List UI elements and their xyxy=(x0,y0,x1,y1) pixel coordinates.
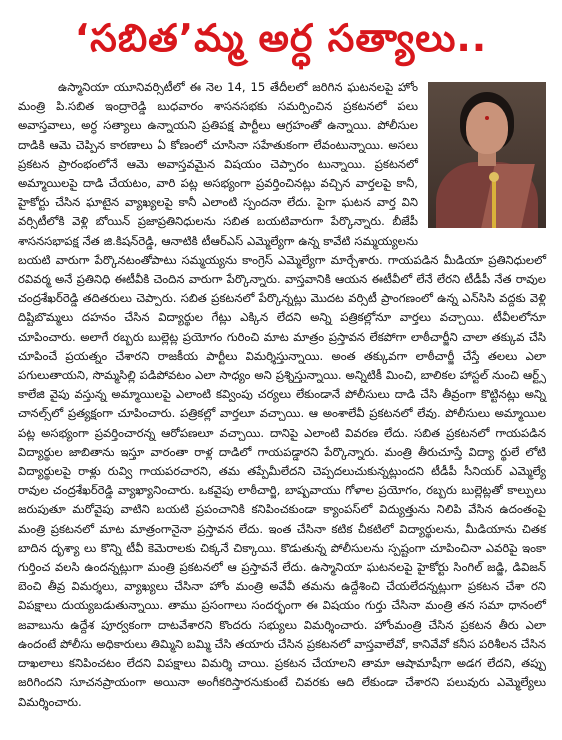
article-body xyxy=(18,78,546,712)
headline: ‘సబిత’మ్మ అర్ధ సత్యాలు.. xyxy=(74,16,488,60)
minister-photo xyxy=(428,82,546,228)
article-text: ఉస్మానియా యూనివర్సిటీలో ఈ నెల 14, 15 తేదీలలో జరిగిన ఘటనలపై హోం మంత్రి పి.సబిత ఇంద్రారెడ్డి బుధవారం శాసనసభకు సమర్పించిన ప్రకటనలో పలు అవాస్తవాలు, అర్ధ సత్యాలు ఉన్నాయని ప్రతిపక్ష పార్టీలు ఆగ్రహంతో ఉన్నాయి. పోలీసుల దాడికి ఆమె చెప్పిన కారణాలు ఏ కోణంలో చూసినా సహేతుకంగా లేవంటున్నాయి. అసలు ప్రకటన ప్రారంభంలోనే ఆమె అవాస్తవమైన విషయం చెప్పారం టున్నాయి. ప్రకటనలో అమ్మాయిలపై దాడి చేయటం, వారి పట్ల అసభ్యంగా ప్రవర్తించినట్లు వచ్చిన వార్తలపై కానీ, హైకోర్టు చేసిన ఘాటైన వ్యాఖ్యలపై కానీ ఎలాంటి స్పందనా లేదు. పైగా ఘటన వార్త విని వర్సిటీలోకి వెళ్లి బోయిన్ ప్రజాప్రతినిధులను సబిత బయటివారుగా పేర్కొన్నారు. బీజేపీ శాసనసభాపక్ష నేత జి.కిషన్‌రెడ్డి, ఆనాటికి టీఆర్ఎస్ ఎమ్మెల్యేగా ఉన్న కావేటి సమ్మయ్యలను బయటి వారుగా పేర్కొనటంతోపాటు సమ్మయ్యను కాంగ్రెస్ ఎమ్మెల్యేగా మార్చేశారు. గాయపడిన మీడియా ప్రతినిధులలో రవివర్మ అనే ప్రతినిధి ఈటీవీకి చెందిన వారుగా పేర్కొన్నారు. వాస్తవానికి ఆయన ఈటీవీలో లేనే లేరని టీడీపీ నేత రావుల చంద్రశేఖర్‌రెడ్డి తదితరులు చెప్పారు. సబిత ప్రకటనలో పేర్కొన్నట్లు మొదట వర్సిటీ ప్రాంగణంలో ఉన్న ఎన్‌సిసి వద్దకు వెళ్లి దిష్టిబొమ్మలు దహనం చేసిన విద్యార్థుల గేట్లు ఎక్కిన లేదని అన్ని పత్రికల్లోనూ వార్తలు వచ్చాయి. టీవీలలోనూ చూపించారు. అలాగే రబ్బరు బుల్లెట్ల ప్రయోగం గురించి మాట మాత్రం ప్రస్తావన లేకపోగా లాఠీచార్జీని చాలా తక్కువ చేసి చూపించే ప్రయత్నం చేశారని రాజకీయ పార్టీలు విమర్శిస్తున్నాయి. అంత తక్కువగా లాఠీచార్జీ చేస్తే తలలు ఎలా పగులుతాయని, సొమ్మసిల్లి పడిపోవటం ఎలా సాధ్యం అని ప్రశ్నిస్తున్నాయి. అన్నిటికీ మించి, బాలికల హాస్టల్ నుంచి ఆర్ట్స్ కాలేజి వైపు వస్తున్న అమ్మాయిలపై ఎలాంటి కవ్వింపు చర్యలు లేకుండానే పోలీసులు దాడి చేసి తీవ్రంగా కొట్టినట్లు అన్ని చానల్స్‌లో ప్రత్యక్షంగా చూపించారు. పత్రికల్లో వార్తలూ వచ్చాయి. ఆ అంశాలేవీ ప్రకటనలో లేవు. పోలీసులు అమ్మాయిల పట్ల అసభ్యంగా ప్రవర్తించారన్న ఆరోపణలూ వచ్చాయి. దానిపై ఎలాంటి వివరణ లేదు. సబిత ప్రకటనలో గాయపడిన విద్యార్థుల జాబితాను ఇస్తూ వారంతా రాళ్ల దాడిలో గాయపడ్డారని పేర్కొన్నారు. మంత్రి తీరుచూస్తే విద్యా ర్థులే లోటి విద్యార్థులపై రాళ్లు రువ్వి గాయపరచారని, తమ తప్పేమీలేదని చెప్పదలుచుకున్నట్లుందని టీడీపీ సీనియర్ ఎమ్మెల్యే రావుల చంద్రశేఖర్‌రెడ్డి వ్యాఖ్యానించారు. ఒకవైపు లాఠీచార్జి, బాష్పవాయు గోళాల ప్రయోగం, రబ్బరు బుల్లెట్లతో కాల్పులు జరుపుతూ మరోవైపు వాటిని బయటి ప్రపంచానికి కనిపించకుండా క్యాంపస్‌లో విద్యుత్తును నిలిపి వేసిన ఉదంతంపై మంత్రి ప్రకటనలో మాట మాత్రంగానైనా ప్రస్తావన లేదు. ఇంత చేసినా కటిక చీకటిలో విద్యార్థులను, మీడియాను చితక బాదిన దృశ్యా లు కొన్ని టీవీ కెమెరాలకు చిక్కనే చిక్కాయి. కొడుతున్న పోలీసులను స్పష్టంగా చూపించినా ఎవరిపై ఇంకా గుర్తించ వలసి ఉందన్నట్లుగా మంత్రి ప్రకటనలో ఆ ప్రస్తావనే లేదు. ఉస్మానియా ఘటనలపై హైకోర్టు సింగిల్ జడ్జి, డివిజన్ బెంచి తీవ్ర విమర్శలు, వ్యాఖ్యలు చేసినా హోం మంత్రి అవేవీ తమను ఉద్దేశించి చేయలేదన్నట్లుగా ప్రకటన చేశా రని విపక్షాలు దుయ్యబడుతున్నాయి. తాము ప్రసంగాలు సందర్భంగా ఈ విషయం గుర్తు చేసినా మంత్రి తన సమా ధానంలో జవాబును ఉద్దేశ పూర్వకంగా దాటవేశారని కొందరు సభ్యులు విమర్శించారు. హోంమంత్రి చేసిన ప్రకటన తీరు ఎలా ఉందంటే పోలీసు అధికారులు తిమ్మిని బమ్మి చేసి తయారు చేసిన ప్రకటనలో వాస్తవాలేవో, కానివేవో కనీస పరిశీలన చేసిన దాఖలాలు కనిపించటం లేదని విపక్షాలు విమర్శి చాయి. ప్రకటన చేయాలని తామా ఆషామాషీగా అడగ లేదని, తప్పు జరిగిందని సూచనప్రాయంగా అయినా అంగీకరిస్తారనుకుంటే చివరకు ఆది లేకుండా చేశారని పలువురు ఎమ్మెల్యేలు విమర్శించారు. xyxy=(18,80,546,709)
